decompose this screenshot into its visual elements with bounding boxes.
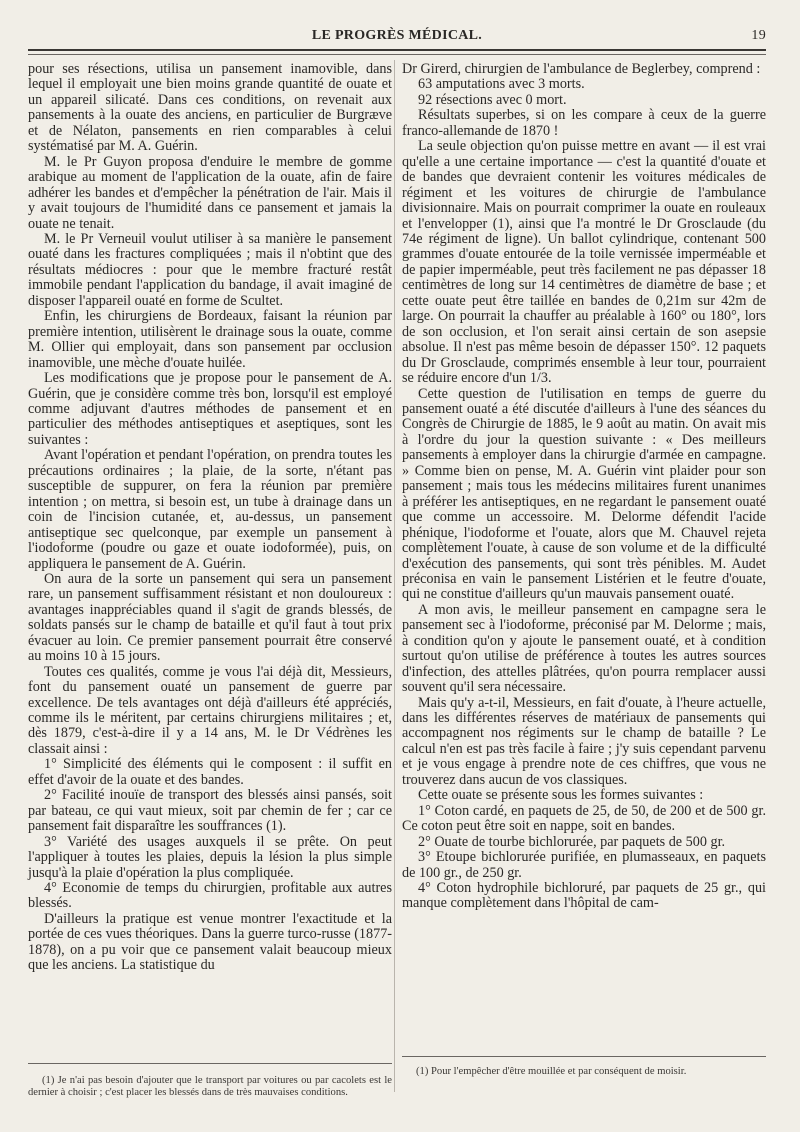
right-column [402, 62, 766, 912]
paragraph: pour ses résections, utilisa un pansement inamovible, dans lequel il employait une bien moins grande quantité de ouate et un appareil silicaté. Dans ces conditions, on revenait aux pansements à la ouate des anciens, en particulier de Burgræve et de Nélaton, pansements en rien comparables à celui systématisé par M. A. Guérin. [28, 61, 392, 155]
paragraph: Cette ouate se présente sous les formes suivantes : [418, 787, 704, 804]
statistic-line: 63 amputations avec 3 morts. [418, 76, 585, 93]
footnote-left [28, 1075, 392, 1099]
paragraph: M. le Pr Verneuil voulut utiliser à sa manière le pansement ouaté dans les fractures compliquées ; mais il n'obtint que des résultats médiocres : pour que le membre fracturé restât immobile pendant l'application du bandage, il avait imaginé de disposer l'appareil ouaté en forme de Scultet. [28, 230, 392, 309]
list-item: 4° Coton hydrophile bichloruré, par paquets de 25 gr., qui manque complètement dans l'hôpital de cam- [402, 880, 766, 912]
footnote-rule-right [402, 1056, 766, 1057]
footnote-text: (1) Je n'ai pas besoin d'ajouter que le transport par voitures ou par cacolets est le dernier à choisir ; c'est placer les blessés dans de très mauvaises conditions. [28, 1075, 392, 1098]
list-item: 1° Coton cardé, en paquets de 25, de 50, de 200 et de 500 gr. Ce coton peut être soit en nappe, soit en bandes. [402, 802, 766, 835]
list-item: 2° Facilité inouïe de transport des blessés ainsi pansés, soit par bateau, ce qui vaut mieux, soit par chemin de fer ; car ce pansement fait disparaître les souffrances (1). [28, 787, 392, 835]
page-number: 19 [751, 28, 766, 43]
paragraph: La seule objection qu'on puisse mettre en avant — il est vrai qu'elle a une certaine importance — c'est la quantité d'ouate et de bandes que devraient contenir les voitures médicales de régiment et les voitures de chirurgie de l'ambulance divisionnaire. Mais on pourrait comprimer la ouate en rouleaux et l'envelopper (1), ainsi que l'a montré le Dr Grosclaude (du 74e régiment de ligne). Un ballot cylindrique, contenant 500 grammes d'ouate entourée de la toile vernissée imperméable et de papier imperméable, peut très facilement ne pas dépasser 18 centimètres de long sur 14 centimètres de diamètre de base ; et cette ouate peut être taillée en bandes de 0,21m sur 42m de large. On pourrait la chauffer au préalable à 160° ou 180°, lors de son occlusion, et l'on serait ainsi certain de son asepsie absolue. Il n'est pas même besoin de dépasser 150°. 12 paquets du Dr Grosclaude, comprimés ensemble à leur tour, pourraient se réduire encore d'un 1/3. [402, 138, 766, 387]
footnote-right [402, 1066, 766, 1078]
paragraph: Cette question de l'utilisation en temps de guerre du pansement ouaté a été discutée d'ailleurs à l'une des séances du Congrès de Chirurgie de 1885, le 9 août au matin. On avait mis à l'ordre du jour la question suivante : « Des meilleurs pansements à employer dans la chirurgie d'armée en campagne. » Comme bien on pense, M. A. Guérin vint plaider pour son pansement ; mais tous les médecins militaires furent unanimes à préférer les antiseptiques, en ne regardant le pansement ouaté que comme un accessoire. M. Delorme défendit l'acide phénique, l'iodoforme et l'ouate, alors que M. Chauvel rejeta complètement l'ouate, à cause de son volume et de la difficulté d'exécution des pansements, qui sont très pénibles. M. Audet préconisa en vain le pansement Listérien et le feutre d'ouate, qui ne constitue d'ailleurs qu'un mauvais pansement ouaté. [402, 385, 766, 603]
footnote-text: (1) Pour l'empêcher d'être mouillée et par conséquent de moisir. [416, 1066, 687, 1077]
list-item: 2° Ouate de tourbe bichlorurée, par paquets de 500 gr. [418, 833, 726, 850]
list-item: 3° Variété des usages auxquels il se prête. On peut l'appliquer à toutes les plaies, depuis la lésion la plus simple jusqu'à la plaie d'opération la plus compliquée. [28, 833, 392, 881]
paragraph: D'ailleurs la pratique est venue montrer l'exactitude et la portée de ces vues théoriques. Dans la guerre turco-russe (1877-1878), on a pu voir que ce pansement valait beaucoup mieux que les anciens. La statistique du [28, 910, 393, 974]
paragraph: Mais qu'y a-t-il, Messieurs, en fait d'ouate, à l'heure actuelle, dans les différentes réserves de matériaux de pansements qui accompagnent nos régiments sur le champ de bataille ? Le calcul n'en est pas très facile à faire ; j'y suis cependant parvenu et je vous engage à prendre note de ces chiffres, que vous ne trouverez dans aucun de vos classiques. [402, 694, 766, 788]
header-rule-thin [28, 54, 766, 55]
paragraph: Enfin, les chirurgiens de Bordeaux, faisant la réunion par première intention, utilisèrent le drainage sous la ouate, comme M. Ollier qui employait, dans son pansement par occlusion inamovible, une mèche d'ouate huilée. [28, 308, 392, 371]
paragraph: Les modifications que je propose pour le pansement de A. Guérin, que je considère comme très bon, lorsqu'il est employé comme adjuvant d'autres méthodes de pansement et en particulier des méthodes antiseptiques et aseptiques, sont les suivantes : [28, 370, 392, 448]
paragraph: Résultats superbes, si on les compare à ceux de la guerre franco-allemande de 1870 ! [402, 107, 766, 139]
list-item: 4° Economie de temps du chirurgien, profitable aux autres blessés. [28, 880, 392, 912]
header-rule-thick [28, 49, 766, 51]
column-divider [394, 60, 395, 1092]
paragraph: On aura de la sorte un pansement qui sera un pansement rare, un pansement suffisamment résistant et non douloureux : avantages inappréciables quand il s'agit de grands blessés, de soldats pansés sur le champ de bataille et qu'il faut à tout prix évacuer au loin. Ce premier pansement pourrait être conservé au moins 10 à 15 jours. [28, 570, 392, 665]
paragraph: Dr Girerd, chirurgien de l'ambulance de Beglerbey, comprend : [402, 61, 761, 77]
statistic-line: 92 résections avec 0 mort. [418, 91, 567, 108]
paragraph: Avant l'opération et pendant l'opération, on prendra toutes les précautions ordinaires ; la plaie, de la sorte, n'étant pas susceptible de suppurer, on fera la réunion par première intention ; on mettra, si besoin est, un tube à drainage dans un coin de l'incision cutanée, et, au-dessus, un pansement antiseptique sec quelconque, par exemple un pansement à l'iodoforme (poudre ou gaze et ouate iodoformée), puis, on appliquera le pansement de A. Guérin. [28, 447, 393, 572]
paragraph: Toutes ces qualités, comme je vous l'ai déjà dit, Messieurs, font du pansement ouaté un pansement de guerre par excellence. De tels avantages ont déjà d'ailleurs été appréciés, comme ils le méritent, par certains chirurgiens militaires ; et, dès 1879, c'est-à-dire il y a 14 ans, M. le Dr Védrènes les classait ainsi : [28, 663, 392, 757]
left-column [28, 62, 392, 974]
list-item: 3° Etoupe bichlorurée purifiée, en plumasseaux, en paquets de 100 gr., de 250 gr. [402, 849, 766, 881]
footnote-rule-left [28, 1063, 392, 1064]
list-item: 1° Simplicité des éléments qui le composent : il suffit en effet d'avoir de la ouate et des bandes. [28, 756, 392, 788]
page-header [28, 28, 766, 46]
paragraph: M. le Pr Guyon proposa d'enduire le membre de gomme arabique au moment de l'application de la ouate, afin de faire adhérer les bandes et d'empêcher la pénétration de l'air. Mais il y avait toujours de l'humidité dans ce pansement et jamais la ouate ne tenait. [28, 153, 392, 232]
journal-title: LE PROGRÈS MÉDICAL. [311, 28, 483, 43]
paragraph: A mon avis, le meilleur pansement en campagne sera le pansement sec à l'iodoforme, préconisé par M. Delorme ; mais, à condition qu'on y ajoute le pansement ouaté, et à condition surtout qu'on utilise de préférence à toutes les autres sources d'infection, des attelles plâtrées, qu'on pourra remplacer aussi souvent qu'il sera nécessaire. [402, 601, 766, 696]
